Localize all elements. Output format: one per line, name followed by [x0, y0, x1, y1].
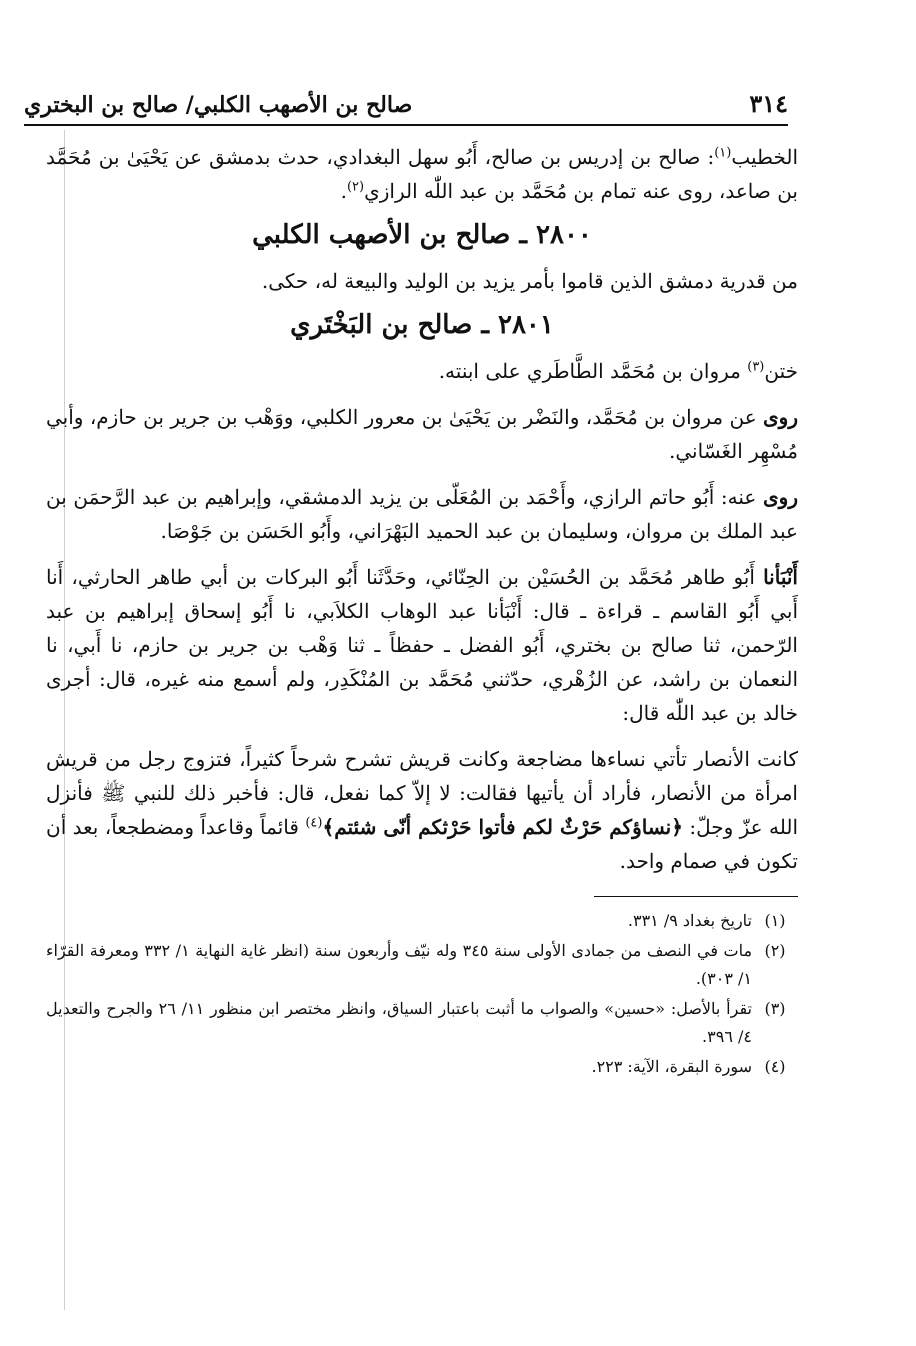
entry-2800-heading: ٢٨٠٠ ـ صالح بن الأصهب الكلبي — [252, 220, 592, 250]
footnote-number: (٣) — [764, 999, 786, 1018]
footnote-divider — [594, 896, 798, 897]
intro-text-a: الخطيب — [731, 145, 798, 169]
footnote-number: (٤) — [764, 1057, 786, 1076]
page-header — [24, 74, 788, 126]
rawa-an-text: عن مروان بن مُحَمَّد، والنَضْر بن يَحْيَىٰ بن معرور الكلبي، ووَهْب بن جرير بن حازم، وأبي مُسْهِر الغَسّاني. — [46, 405, 798, 463]
anbana-keyword: أَنْبَأنا — [763, 565, 798, 589]
footnote-text: مات في النصف من جمادى الأولى سنة ٣٤٥ وله نيّف وأربعون سنة (انظر غاية النهاية ١/ ٣٣٢ ومعرفة القرّاء ١/ ٣٠٣). — [46, 941, 753, 988]
rawa-anhu-keyword: روى — [763, 485, 798, 509]
footnote-number: (٢) — [764, 941, 786, 960]
intro-paragraph — [46, 140, 798, 208]
page-body — [46, 140, 798, 1083]
footnote-4 — [46, 1053, 798, 1081]
rawa-an-keyword: روى — [763, 405, 798, 429]
hadith-paragraph — [46, 742, 798, 878]
khatan-paragraph — [46, 354, 798, 388]
footnote-ref-4[interactable]: (٤) — [305, 815, 323, 831]
rawa-anhu-text: عنه: أَبُو حاتم الرازي، وأَحْمَد بن المُعَلّى بن يزيد الدمشقي، وإبراهيم بن عبد الرَّحمَن بن عبد الملك بن مروان، وسليمان بن عبد الحميد البَهْرَاني، وأَبُو الحَسَن بن جَوْصَا. — [46, 485, 798, 543]
footnote-1 — [46, 907, 798, 935]
entry-2801-heading: ٢٨٠١ ـ صالح بن البَخْتَري — [290, 310, 554, 340]
footnote-2 — [46, 937, 798, 993]
footnote-text: تاريخ بغداد ٩/ ٣٣١. — [627, 911, 752, 930]
footnote-number: (١) — [764, 911, 786, 930]
entry-2800-text: من قدرية دمشق الذين قاموا بأمر يزيد بن الوليد والبيعة له، حكى. — [261, 269, 798, 293]
footnote-ref-1[interactable]: (١) — [714, 145, 732, 161]
intro-text-b: : صالح بن إدريس بن صالح، أَبُو سهل البغدادي، حدث بدمشق عن يَحْيَىٰ بن مُحَمَّد بن صاعد، روى عنه تمام بن مُحَمَّد بن عبد اللّٰه الرازي — [46, 145, 798, 203]
khatan-rest: مروان بن مُحَمَّد الطَّاطَري على ابنته. — [438, 359, 748, 383]
footnote-ref-2[interactable]: (٢) — [346, 179, 365, 195]
khatan-word: ختن — [764, 359, 798, 383]
rawa-anhu-paragraph — [46, 480, 798, 548]
footnote-text: سورة البقرة، الآية: ٢٢٣. — [591, 1057, 752, 1076]
footnote-3 — [46, 995, 798, 1051]
anbana-text: أَبُو طاهر مُحَمَّد بن الحُسَيْن بن الحِنّائي، وحَدَّثَنا أَبُو البركات بن أبي طاهر الحارثي، أَنا أَبي أَبُو القاسم ـ قراءة ـ قال: أَنْبَأنا عبد الوهاب الكلاَبي، نا أَبُو إسحاق إبراهيم بن عبد الرّحمن، ثنا صالح بن بختري، أَبُو الفضل ـ حفظاً ـ ثنا وَهْب بن جرير بن حازم، نا أَبي، نا النعمان بن راشد، عن الزُهْري، حدّثني مُحَمَّد بن المُنْكَدِر، ولم أسمع منه غيره، قال: أجرى خالد بن عبد اللّٰه قال: — [46, 565, 798, 725]
hadith-text-b: قائماً وقاعداً ومضطجعاً، بعد أن تكون في صمام واحد. — [46, 815, 798, 873]
intro-text-c: . — [340, 179, 347, 203]
hadith-text-a: كانت الأنصار تأتي نساءها مضاجعة وكانت قريش تشرح شرحاً كثيراً، فتزوج رجل من قريش امرأة من الأنصار، فأراد أن يأتيها فقالت: لا إلاّ كما نفعل، قال: فأخبر ذلك للنبي ﷺ فأنزل الله عزّ وجلّ: — [46, 747, 799, 839]
quran-verse: ﴿نساؤكم حَرْثٌ لكم فأتوا حَرْثكم أنّى شئتم﴾ — [322, 815, 683, 839]
footnote-text: تقرأ بالأصل: «حسين» والصواب ما أثبت باعتبار السياق، وانظر مختصر ابن منظور ١١/ ٢٦ والجرح والتعديل ٤/ ٣٩٦. — [46, 999, 752, 1046]
rawa-an-paragraph — [46, 400, 798, 468]
footnote-ref-3[interactable]: (٣) — [747, 359, 765, 375]
running-title: صالح بن الأصهب الكلبي/ صالح بن البختري — [24, 92, 413, 118]
anbana-paragraph — [46, 560, 798, 730]
page-number: ٣١٤ — [749, 89, 788, 118]
